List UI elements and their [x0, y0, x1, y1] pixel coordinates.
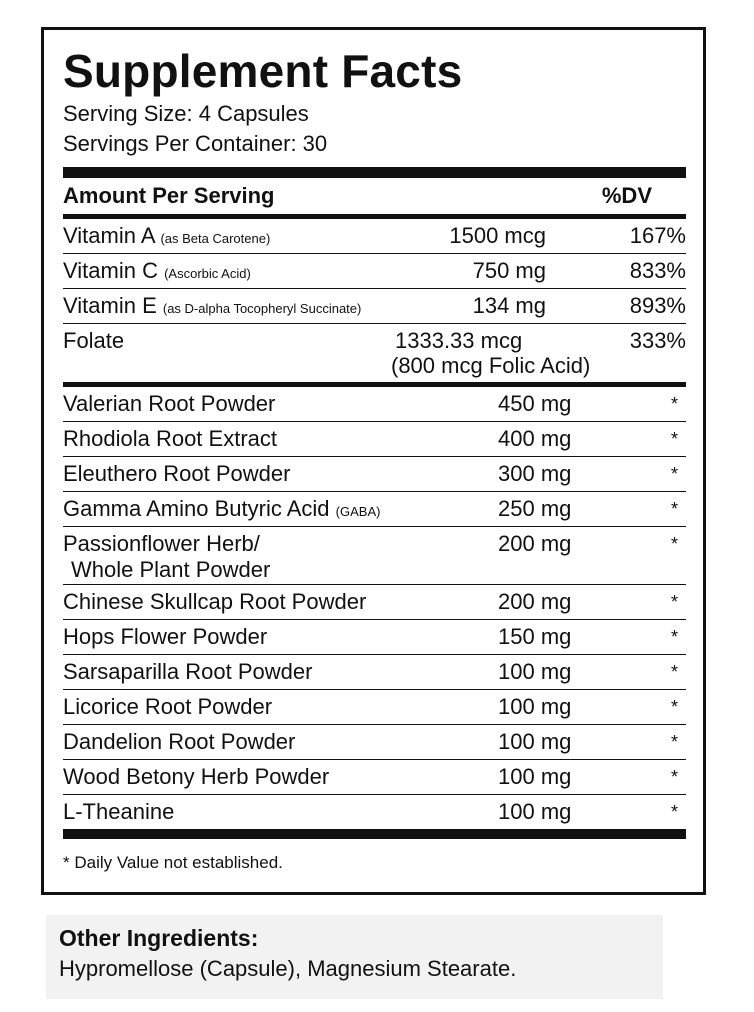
ingredient-name: Valerian Root Powder — [63, 391, 276, 416]
table-row — [63, 492, 686, 527]
ingredient-name: Hops Flower Powder — [63, 624, 268, 649]
ingredient-amount: 100 mg — [498, 764, 572, 789]
ingredient-dv: * — [670, 428, 678, 449]
other-ingredients-box — [46, 915, 663, 999]
table-row — [63, 422, 686, 457]
ingredient-name: Sarsaparilla Root Powder — [63, 659, 313, 684]
nutrient-dv: 167% — [629, 223, 686, 248]
dv-header: %DV — [601, 183, 652, 208]
ingredient-name: Passionflower Herb/ — [63, 531, 260, 556]
ingredient-amount: 250 mg — [498, 496, 572, 521]
ingredient-amount: 300 mg — [498, 461, 572, 486]
nutrient-name: Vitamin C — [63, 258, 158, 283]
table-row — [63, 795, 686, 829]
nutrient-name: Folate — [63, 328, 125, 353]
ingredient-dv: * — [670, 498, 678, 519]
divider-heavy — [63, 829, 686, 839]
ingredient-name-continued: Whole Plant Powder — [71, 557, 271, 582]
nutrient-dv: 333% — [629, 328, 686, 353]
ingredient-dv: * — [670, 591, 678, 612]
ingredient-amount: 100 mg — [498, 694, 572, 719]
table-row — [63, 760, 686, 795]
ingredient-name: Rhodiola Root Extract — [63, 426, 277, 451]
nutrient-dv: 833% — [629, 258, 686, 283]
nutrient-amount-note: (800 mcg Folic Acid) — [391, 353, 591, 378]
table-row — [63, 620, 686, 655]
serving-size: Serving Size: 4 Capsules — [63, 101, 309, 126]
ingredient-name: Eleuthero Root Powder — [63, 461, 291, 486]
ingredient-amount: 400 mg — [498, 426, 572, 451]
ingredient-amount: 100 mg — [498, 799, 572, 824]
table-row — [63, 725, 686, 760]
table-header — [63, 178, 686, 214]
table-row — [63, 585, 686, 620]
nutrient-amount: 1500 mcg — [449, 223, 546, 248]
table-row — [63, 527, 686, 585]
nutrient-name: Vitamin E — [63, 293, 157, 318]
ingredient-amount: 100 mg — [498, 729, 572, 754]
ingredient-name: Gamma Amino Butyric Acid — [63, 496, 330, 521]
ingredient-amount: 200 mg — [498, 589, 572, 614]
nutrient-note: (as Beta Carotene) — [160, 231, 271, 246]
ingredient-dv: * — [670, 393, 678, 414]
ingredient-name: Wood Betony Herb Powder — [63, 764, 330, 789]
ingredient-amount: 150 mg — [498, 624, 572, 649]
table-row — [63, 324, 686, 382]
table-row — [63, 655, 686, 690]
supplement-facts-panel — [41, 27, 706, 895]
amount-header: Amount Per Serving — [63, 183, 275, 208]
ingredient-name: Dandelion Root Powder — [63, 729, 296, 754]
nutrient-note: (Ascorbic Acid) — [164, 266, 251, 281]
servings-per-container: Servings Per Container: 30 — [63, 131, 328, 156]
nutrient-name: Vitamin A — [63, 223, 155, 248]
ingredient-dv: * — [670, 661, 678, 682]
table-row — [63, 289, 686, 324]
nutrient-amount: 134 mg — [472, 293, 546, 318]
ingredient-amount: 100 mg — [498, 659, 572, 684]
ingredient-name: L-Theanine — [63, 799, 175, 824]
ingredient-dv: * — [670, 626, 678, 647]
nutrient-amount: 750 mg — [472, 258, 546, 283]
ingredient-dv: * — [670, 463, 678, 484]
table-row — [63, 690, 686, 725]
ingredient-dv: * — [670, 731, 678, 752]
ingredient-note: (GABA) — [335, 504, 381, 519]
ingredient-dv: * — [670, 696, 678, 717]
table-row — [63, 254, 686, 289]
table-row — [63, 219, 686, 254]
nutrient-dv: 893% — [629, 293, 686, 318]
divider-thick — [63, 167, 686, 178]
footnote: * Daily Value not established. — [63, 853, 283, 872]
panel-title: Supplement Facts — [63, 45, 463, 97]
ingredient-dv: * — [670, 801, 678, 822]
ingredient-dv: * — [670, 534, 678, 554]
other-ingredients-list: Hypromellose (Capsule), Magnesium Stearate. — [59, 956, 517, 981]
ingredient-amount: 450 mg — [498, 391, 572, 416]
nutrient-note: (as D-alpha Tocopheryl Succinate) — [162, 301, 362, 316]
ingredient-dv: * — [670, 766, 678, 787]
ingredient-name: Licorice Root Powder — [63, 694, 273, 719]
table-row — [63, 387, 686, 422]
nutrient-amount: 1333.33 mcg — [395, 328, 523, 353]
ingredient-name: Chinese Skullcap Root Powder — [63, 589, 367, 614]
table-row — [63, 457, 686, 492]
ingredient-amount: 200 mg — [498, 531, 572, 556]
other-ingredients-title: Other Ingredients: — [59, 925, 259, 951]
